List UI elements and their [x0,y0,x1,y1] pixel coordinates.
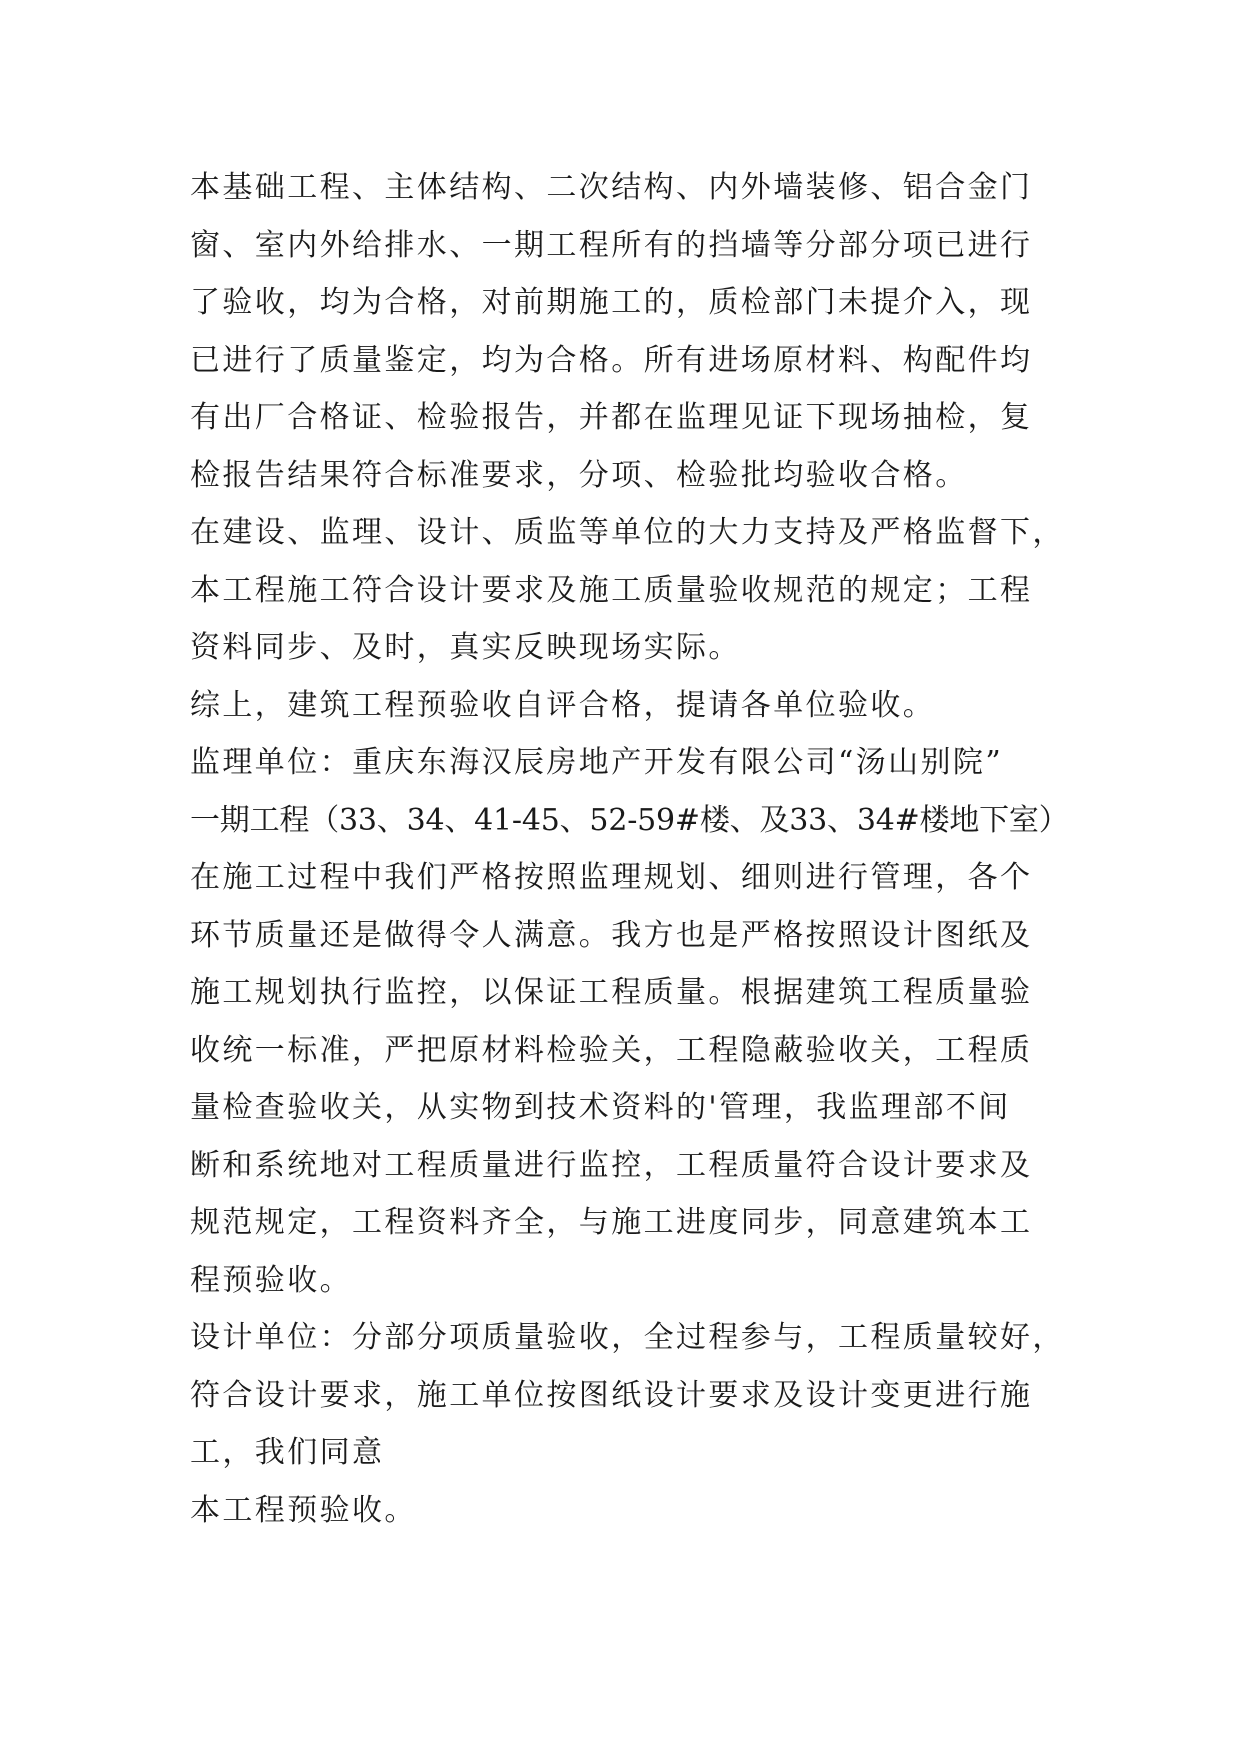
text-line: 收统一标准，严把原材料检验关，工程隐蔽验收关，工程质 [190,1032,1033,1068]
text-line: 设计单位：分部分项质量验收，全过程参与，工程质量较好， [190,1320,1065,1355]
text-line: 资料同步、及时，真实反映现场实际。 [190,630,741,665]
text-line: 本基础工程、主体结构、二次结构、内外墙装修、铝合金门 [190,170,1033,205]
text-line: 施工规划执行监控，以保证工程质量。根据建筑工程质量验 [190,975,1033,1010]
text-line: 已进行了质量鉴定，均为合格。所有进场原材料、构配件均 [190,342,1033,378]
text-line: 符合设计要求，施工单位按图纸设计要求及设计变更进行施 [190,1377,1033,1413]
text-line: 综上，建筑工程预验收自评合格，提请各单位验收。 [190,687,936,723]
text-line: 本工程施工符合设计要求及施工质量验收规范的规定；工程 [190,572,1033,608]
text-line: 在施工过程中我们严格按照监理规划、细则进行管理，各个 [190,860,1033,895]
text-line: 检报告结果符合标准要求，分项、检验批均验收合格。 [190,457,968,493]
text-line: 量检查验收关，从实物到技术资料的'管理，我监理部不间 [190,1090,1011,1125]
text-line: 规范规定，工程资料齐全，与施工进度同步，同意建筑本工 [190,1205,1033,1240]
text-line: 了验收，均为合格，对前期施工的，质检部门未提介入，现 [190,285,1033,320]
document-body [190,159,1070,1539]
text-line: 断和系统地对工程质量进行监控，工程质量符合设计要求及 [190,1147,1033,1183]
text-line: 窗、室内外给排水、一期工程所有的挡墙等分部分项已进行 [190,227,1033,263]
text-line: 工，我们同意 [190,1435,385,1470]
text-line: 环节质量还是做得令人满意。我方也是严格按照设计图纸及 [190,917,1033,953]
text-line: 在建设、监理、设计、质监等单位的大力支持及严格监督下， [190,515,1065,550]
text-line: 本工程预验收。 [190,1492,417,1528]
text-line: 监理单位：重庆东海汉辰房地产开发有限公司“汤山别院” [190,745,1004,780]
text-line: 有出厂合格证、检验报告，并都在监理见证下现场抽检，复 [190,400,1033,435]
text-line: 一期工程（33、34、41-45、52-59#楼、及33、34#楼地下室） [190,802,1069,838]
text-line: 程预验收。 [190,1262,352,1298]
